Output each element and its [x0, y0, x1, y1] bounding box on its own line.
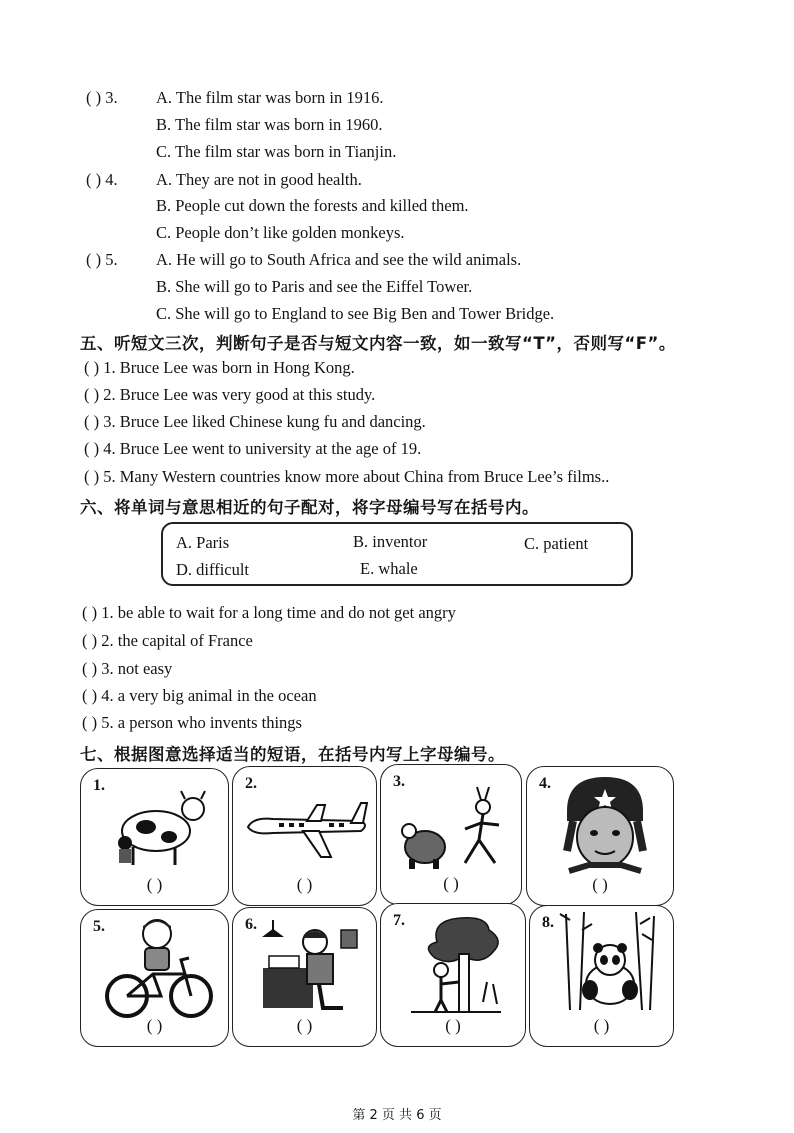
section-7-heading: 七、根据图意选择适当的短语，在括号内写上字母编号。 [80, 745, 505, 764]
boy-bicycle-icon [105, 916, 215, 1022]
s5-item-2: ( ) 2. Bruce Lee was very good at this study. [84, 385, 376, 404]
s5-item-4: ( ) 4. Bruce Lee went to university at the age of 19. [84, 439, 422, 458]
picture-5 [80, 909, 229, 1047]
picture-number: 2. [245, 775, 257, 792]
answer-blank[interactable]: ( ) [296, 875, 313, 894]
answer-blank[interactable]: ( ) [443, 874, 459, 893]
word-e: E. whale [360, 559, 418, 578]
option-b: B. The film star was born in 1960. [156, 115, 383, 134]
word-bank-box [161, 522, 633, 586]
option-a: A. The film star was born in 1916. [156, 88, 384, 107]
picture-number: 7. [393, 912, 405, 929]
question-number: ( ) 5. [86, 250, 118, 269]
section-5-heading: 五、听短文三次，判断句子是否与短文内容一致，如一致写“T”，否则写“F”。 [80, 334, 676, 353]
answer-blank[interactable]: ( ) [296, 1016, 313, 1035]
answer-blank[interactable]: ( ) [592, 875, 608, 894]
answer-blank[interactable]: ( ) [146, 1016, 163, 1035]
option-a: A. They are not in good health. [156, 170, 362, 189]
word-a: A. Paris [176, 533, 230, 552]
picture-8 [529, 905, 674, 1047]
picture-4 [526, 766, 674, 906]
answer-blank[interactable]: ( ) [593, 1016, 610, 1035]
cow-icon [111, 779, 211, 869]
picture-number: 6. [245, 916, 257, 933]
s5-item-5: ( ) 5. Many Western countries know more about China from Bruce Lee’s films.. [84, 467, 610, 486]
section-6-heading: 六、将单词与意思相近的句子配对，将字母编号写在括号内。 [80, 498, 539, 517]
picture-number: 3. [393, 773, 405, 790]
panda-bamboo-icon [556, 910, 666, 1014]
page-footer: 第 2 页 共 6 页 [352, 1108, 442, 1123]
s6-item-4: ( ) 4. a very big animal in the ocean [82, 686, 317, 705]
s6-item-1: ( ) 1. be able to wait for a long time and do not get angry [82, 603, 456, 622]
option-c: C. The film star was born in Tianjin. [156, 142, 397, 161]
picture-number: 1. [93, 777, 105, 794]
word-c: C. patient [524, 534, 589, 553]
picture-1 [80, 768, 229, 906]
s6-item-5: ( ) 5. a person who invents things [82, 713, 302, 732]
option-c: C. People don’t like golden monkeys. [156, 223, 405, 242]
word-b: B. inventor [353, 532, 428, 551]
s5-item-3: ( ) 3. Bruce Lee liked Chinese kung fu and dancing. [84, 412, 426, 431]
option-b: B. People cut down the forests and killed them. [156, 196, 469, 215]
picture-2 [232, 766, 377, 906]
soldier-portrait-icon [549, 771, 659, 875]
tortoise-hare-icon [395, 785, 515, 875]
tree-planting-icon [401, 912, 511, 1018]
picture-number: 4. [539, 775, 551, 792]
option-a: A. He will go to South Africa and see the wild animals. [156, 250, 522, 269]
answer-blank[interactable]: ( ) [146, 875, 163, 894]
word-d: D. difficult [176, 560, 250, 579]
s6-item-2: ( ) 2. the capital of France [82, 631, 253, 650]
option-b: B. She will go to Paris and see the Eiffel Tower. [156, 277, 473, 296]
option-c: C. She will go to England to see Big Ben and Tower Bridge. [156, 304, 555, 323]
picture-3 [380, 764, 522, 905]
inventor-desk-icon [259, 916, 369, 1016]
airplane-icon [243, 797, 373, 867]
question-number: ( ) 4. [86, 170, 118, 189]
answer-blank[interactable]: ( ) [445, 1016, 461, 1035]
s6-item-3: ( ) 3. not easy [82, 659, 173, 678]
question-number: ( ) 3. [86, 88, 118, 107]
picture-7 [380, 903, 526, 1047]
s5-item-1: ( ) 1. Bruce Lee was born in Hong Kong. [84, 358, 355, 377]
picture-number: 5. [93, 918, 105, 935]
picture-6 [232, 907, 377, 1047]
picture-number: 8. [542, 914, 554, 931]
